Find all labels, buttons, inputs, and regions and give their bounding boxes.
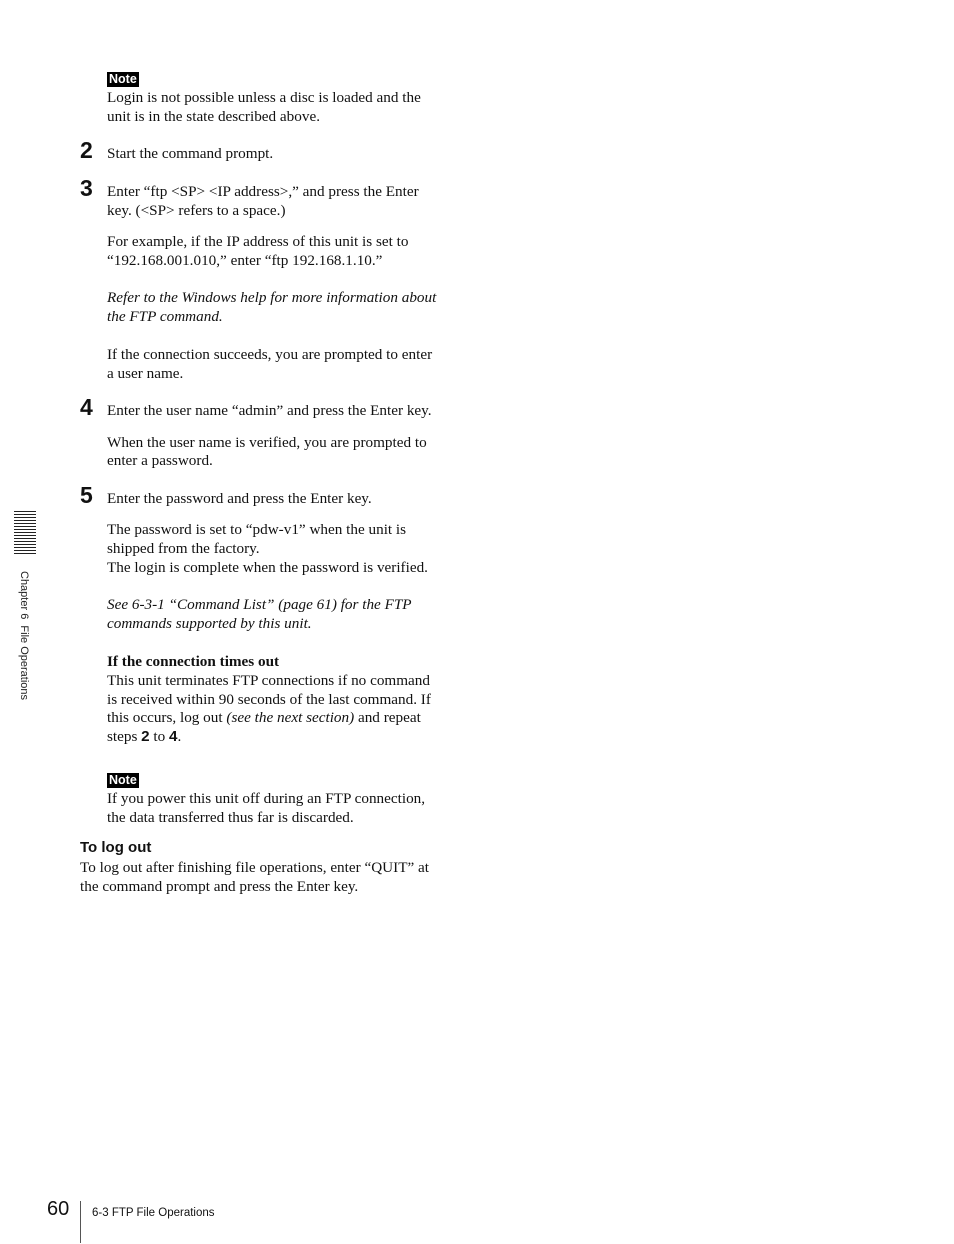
body-text: the command prompt and press the Enter key. — [80, 878, 359, 895]
step-number: 3 — [80, 175, 93, 201]
text-run: to — [149, 728, 170, 745]
example-text: “192.168.001.010,” enter “ftp 192.168.1.10.” — [107, 252, 383, 269]
reference-text: See 6-3-1 “Command List” (page 61) for the FTP — [107, 596, 412, 613]
text-run: this occurs, log out — [107, 709, 227, 726]
footer-divider — [80, 1201, 81, 1243]
step-number: 4 — [80, 394, 93, 420]
step-number: 2 — [80, 137, 93, 163]
chapter-tab-marker — [14, 511, 36, 556]
note-text-line: Login is not possible unless a disc is loaded and the — [107, 89, 421, 106]
footer-section-title: 6-3 FTP File Operations — [92, 1207, 215, 1219]
body-text: a user name. — [107, 365, 184, 382]
body-text: is received within 90 seconds of the last command. If — [107, 691, 431, 708]
step-text: key. (<SP> refers to a space.) — [107, 202, 286, 219]
chapter-label: Chapter 6 File Operations — [18, 571, 30, 701]
body-text: When the user name is verified, you are prompted to — [107, 434, 427, 451]
body-text: To log out after finishing file operations, enter “QUIT” at — [80, 859, 429, 876]
step-text: Enter the password and press the Enter key. — [107, 490, 372, 507]
cross-reference: (see the next section) — [226, 709, 355, 726]
note-label: Note — [109, 72, 137, 86]
step-text: Enter the user name “admin” and press the Enter key. — [107, 402, 432, 419]
step-text: Enter “ftp <SP> <IP address>,” and press the Enter — [107, 183, 419, 200]
step-reference: 4 — [169, 728, 178, 745]
step-number: 5 — [80, 482, 93, 508]
reference-text: the FTP command. — [107, 308, 223, 325]
reference-text: commands supported by this unit. — [107, 615, 312, 632]
note-block — [107, 771, 139, 789]
body-text: This unit terminates FTP connections if no command — [107, 672, 430, 689]
page-number: 60 — [47, 1198, 70, 1220]
text-run: steps — [107, 728, 142, 745]
note-text-line: unit is in the state described above. — [107, 108, 320, 125]
text-run: and repeat — [354, 709, 421, 726]
example-text: For example, if the IP address of this unit is set to — [107, 233, 409, 250]
step-reference: 2 — [141, 728, 150, 745]
section-heading: To log out — [80, 839, 152, 856]
body-text: If the connection succeeds, you are prompted to enter — [107, 346, 433, 363]
step-text: Start the command prompt. — [107, 145, 274, 162]
note-text-line: the data transferred thus far is discarded. — [107, 809, 354, 826]
subsection-heading: If the connection times out — [107, 653, 280, 670]
body-text: shipped from the factory. — [107, 540, 260, 557]
body-text: The login is complete when the password is verified. — [107, 559, 428, 576]
body-text-mixed — [107, 727, 181, 746]
note-text-line: If you power this unit off during an FTP connection, — [107, 790, 426, 807]
note-block — [107, 70, 139, 88]
body-text-mixed — [107, 708, 421, 727]
body-text: enter a password. — [107, 452, 213, 469]
reference-text: Refer to the Windows help for more information about — [107, 289, 437, 306]
text-run: . — [177, 728, 182, 745]
note-label: Note — [109, 773, 137, 787]
body-text: The password is set to “pdw-v1” when the unit is — [107, 521, 407, 538]
